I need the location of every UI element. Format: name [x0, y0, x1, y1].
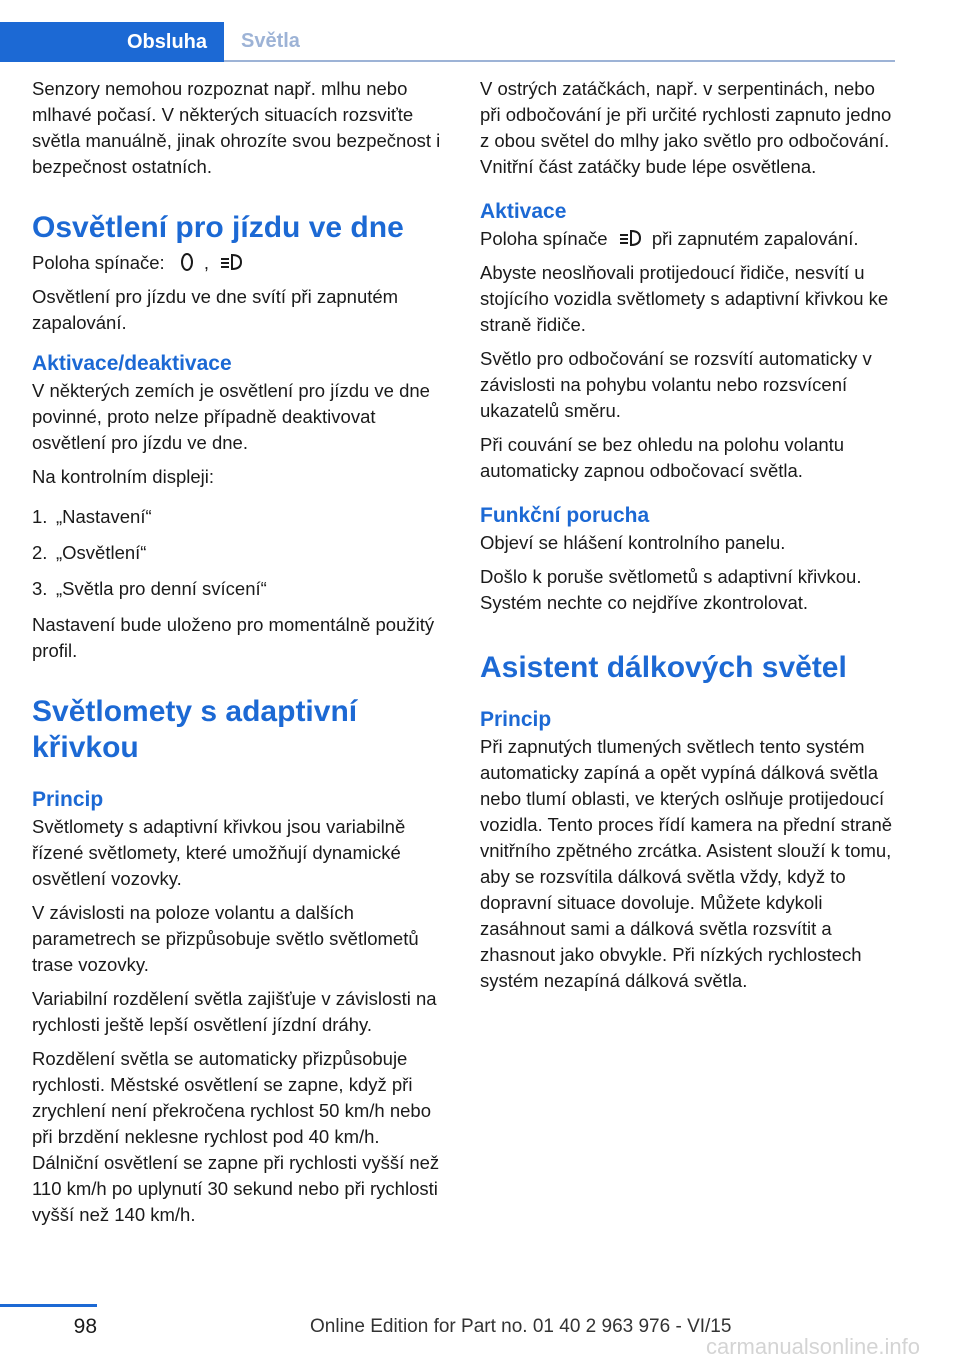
auto-headlight-icon: [218, 251, 244, 273]
glare-paragraph: Abyste neoslňovali protijedoucí řidiče, nesvítí u stojícího vozidla světlomety s adaptivní křivkou ke straně řidiče.: [480, 262, 889, 335]
step-text: „Osvětlení“: [56, 542, 147, 563]
tab-svetla[interactable]: Světla: [224, 22, 895, 62]
fault-paragraph-1: Objeví se hlášení kontrolního panelu.: [480, 532, 786, 553]
adaptive-paragraph-3: Variabilní rozdělení světla zajišťuje v závislosti na rychlosti ještě lepší osvětlení jízdní dráhy.: [32, 988, 437, 1035]
step-number: 2.: [32, 542, 48, 563]
activate-paragraph: V některých zemích je osvětlení pro jízdu ve dne povinné, proto nelze případně deaktivovat osvětlení pro jízdu ve dne.: [32, 380, 430, 453]
saved-paragraph: Nastavení bude uloženo pro momentálně použitý profil.: [32, 614, 435, 661]
step-number: 1.: [32, 506, 48, 527]
highbeam-paragraph: Při zapnutých tlumených světlech tento systém automaticky zapíná a opět vypíná dálková světla nebo tlumí oblasti, ve kterých oslňuje protijedoucí vozidla. Tento proces řídí kamera na přední straně vnitřního zpětného zrcátka. Asistent slouží k tomu, aby se rozsvítila dálková světla vždy, když to dopravní situace dovoluje. Můžete kdykoli zasáhnout sami a dálková světla rozsvítit a zhasnout jako obvykle. Při nízkých rychlostech systém nezapíná dálková světla.: [480, 736, 893, 991]
step-text: „Světla pro denní svícení“: [56, 578, 267, 599]
list-item: [32, 540, 448, 566]
step-number: 3.: [32, 578, 48, 599]
tab-obsluha[interactable]: Obsluha: [0, 22, 224, 62]
subheading-fault: Funkční porucha: [480, 504, 650, 527]
adaptive-paragraph-4: Rozdělení světla se automaticky přizpůsobuje rychlosti. Městské osvětlení se zapne, když při zrychlení není překročena rychlost 50 km/h nebo při brzdění neklesne rychlost pod 40 km/h. Dálniční osvětlení se zapne při rychlosti vyšší než 110 km/h po uplynutí 30 sekund nebo při rychlosti vyšší než 140 km/h.: [32, 1048, 440, 1225]
steps-list: [32, 504, 448, 602]
switch-separator: ,: [203, 252, 209, 273]
auto-headlight-icon: [617, 227, 643, 249]
list-item: [32, 504, 448, 530]
cornering-paragraph: V ostrých zatáčkách, např. v serpentinách, nebo při odbočování je při určité rychlosti zapnuto jedno z obou světel do mlhy jako světlo pro odbočování. Vnitřní část zatáčky bude lépe osvětlena.: [480, 78, 892, 177]
watermark: carmanualsonline.info: [706, 1334, 921, 1359]
list-item: [32, 576, 448, 602]
daytime-on-paragraph: Osvětlení pro jízdu ve dne svítí při zapnutém zapalování.: [32, 286, 399, 333]
step-text: „Nastavení“: [56, 506, 152, 527]
section-heading-adaptive: Světlomety s adaptivní křivkou: [32, 695, 358, 764]
switch-position-line-right: [480, 226, 896, 252]
page-number: 98: [73, 1315, 97, 1338]
reverse-paragraph: Při couvání se bez ohledu na polohu volantu automaticky zapnou odbočovací světla.: [480, 434, 845, 481]
subheading-principle: Princip: [480, 708, 552, 731]
switch-label: Poloha spínače:: [32, 252, 165, 273]
auto-paragraph: Světlo pro odbočování se rozsvítí automaticky v závislosti na pohybu volantu nebo rozsvícení ukazatelů směru.: [480, 348, 872, 421]
left-column: [32, 76, 448, 1236]
switch-position-0-icon: [174, 251, 200, 273]
section-heading-daytime: Osvětlení pro jízdu ve dne: [32, 211, 404, 244]
footer-rule: [0, 1304, 97, 1307]
edition-text: Online Edition for Part no. 01 40 2 963 976 - VI/15: [310, 1316, 732, 1337]
subheading-principle: Princip: [32, 788, 104, 811]
right-column: [480, 76, 896, 1002]
adaptive-paragraph-1: Světlomety s adaptivní křivkou jsou variabilně řízené světlomety, které umožňují dynamické osvětlení vozovky.: [32, 816, 406, 889]
header-tabs: [0, 0, 960, 62]
subheading-activation: Aktivace: [480, 200, 567, 223]
section-heading-highbeam: Asistent dálkových světel: [480, 651, 847, 684]
switch-position-line: [32, 250, 448, 276]
display-paragraph: Na kontrolním displeji:: [32, 466, 214, 487]
adaptive-paragraph-2: V závislosti na poloze volantu a dalších parametrech se přizpůsobuje světlo světlometů trase vozovky.: [32, 902, 419, 975]
intro-paragraph: Senzory nemohou rozpoznat např. mlhu nebo mlhavé počasí. V některých situacích rozsviťte světla manuálně, jinak ohrozíte svou bezpečnost i bezpečnost ostatních.: [32, 78, 441, 177]
switch-suffix: při zapnutém zapalování.: [651, 228, 859, 249]
switch-label: Poloha spínače: [480, 228, 608, 249]
subheading-activate: Aktivace/deaktivace: [32, 352, 232, 375]
fault-paragraph-2: Došlo k poruše světlometů s adaptivní křivkou. Systém nechte co nejdříve zkontrolovat.: [480, 566, 862, 613]
